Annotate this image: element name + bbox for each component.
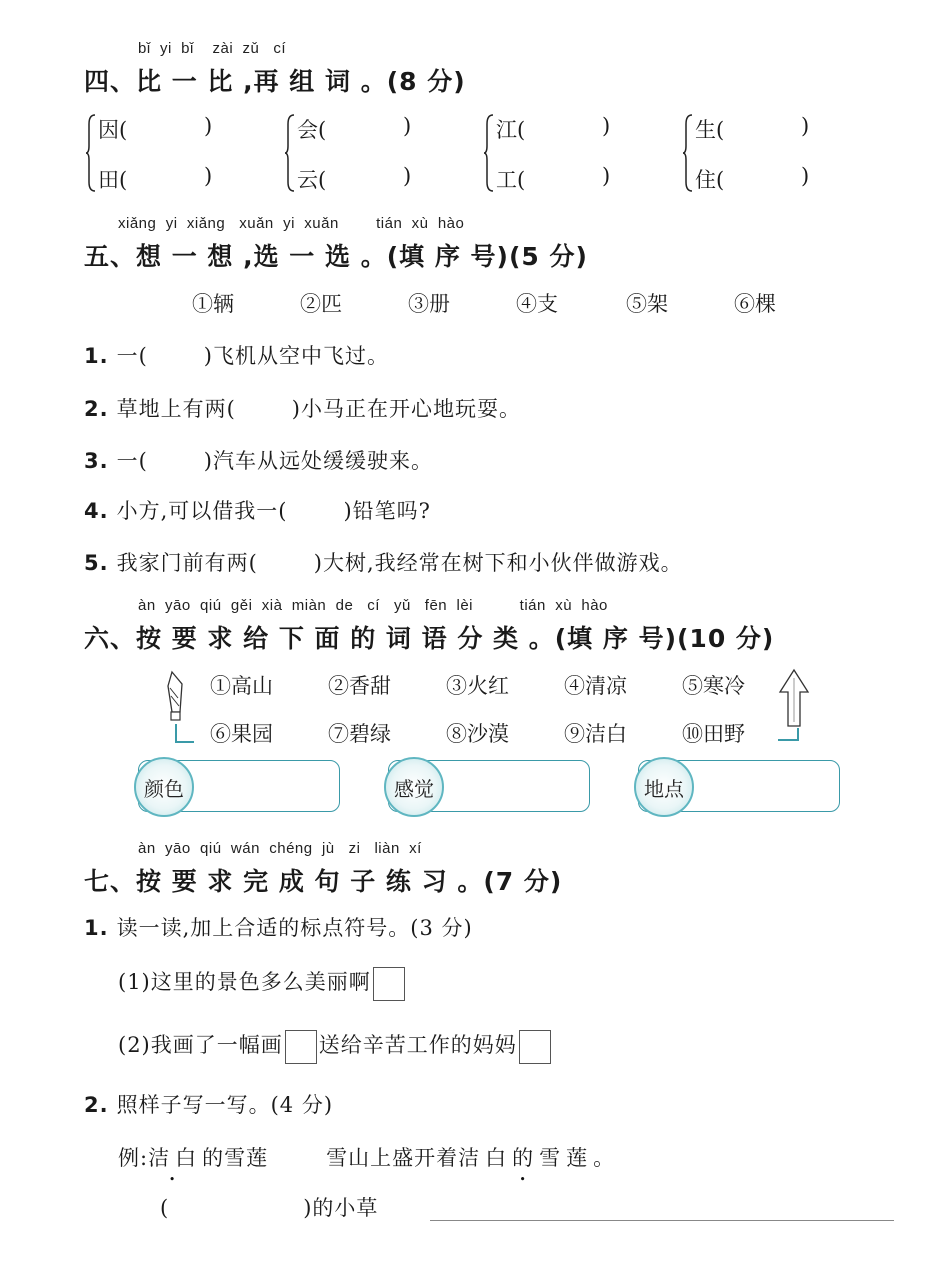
word-item: ②香甜	[328, 674, 391, 698]
section7-pinyin: àn yāo qiú wán chéng jù zi liàn xí	[138, 840, 422, 857]
punctuation-box[interactable]	[373, 967, 405, 1001]
close-paren: )	[204, 164, 213, 188]
sentence-text: (2)我画了一幅画	[118, 1033, 283, 1057]
question-3	[84, 445, 433, 475]
sentence-text-cont: 送给辛苦工作的妈妈	[318, 1033, 517, 1057]
question-text-before: 小方,可以借我一(	[116, 499, 288, 523]
word-pair-2	[285, 110, 485, 196]
pencil-icon	[160, 668, 196, 748]
question-text-before: 草地上有两(	[116, 397, 236, 421]
section5-pinyin: xiǎng yi xiǎng xuǎn yi xuǎn tián xù hào	[118, 215, 465, 232]
category-label-feeling: 感觉	[384, 757, 444, 817]
example-phrase: 的雪莲	[202, 1146, 269, 1170]
section4-title: 四、比 一 比 ,再 组 词 。(8 分)	[84, 67, 466, 96]
section5-title: 五、想 一 想 ,选 一 选 。(填 序 号)(5 分)	[84, 242, 588, 271]
question-text-after: )飞机从空中飞过。	[203, 344, 389, 368]
pair-bottom-char: 云(	[297, 168, 327, 192]
subquestion-1	[84, 912, 473, 942]
question-number: 1.	[84, 916, 109, 940]
close-paren: )	[403, 164, 412, 188]
word-item: ⑩田野	[682, 722, 745, 746]
question-number: 3.	[84, 449, 109, 473]
sentence-text: (1)这里的景色多么美丽啊	[118, 970, 371, 994]
arrow-up-icon	[774, 666, 814, 746]
section6-pinyin: àn yāo qiú gěi xià miàn de cí yǔ fēn lèi tián xù hào	[138, 597, 608, 614]
brace-icon	[86, 114, 96, 192]
section4-pinyin: bǐ yi bǐ zài zǔ cí	[138, 40, 287, 57]
section7-title: 七、按 要 求 完 成 句 子 练 习 。(7 分)	[84, 867, 563, 896]
close-paren: )	[801, 114, 810, 138]
question-text-before: 我家门前有两(	[116, 551, 258, 575]
word-item: ③火红	[446, 674, 509, 698]
word-item: ④清凉	[564, 674, 627, 698]
word-pair-4	[683, 110, 883, 196]
brace-icon	[683, 114, 693, 192]
option-6: ⑥棵	[734, 292, 776, 316]
question-text-after: )铅笔吗?	[343, 499, 431, 523]
close-paren: )	[801, 164, 810, 188]
option-4: ④支	[516, 292, 558, 316]
question-2	[84, 393, 521, 423]
emphasis-text: 洁白	[148, 1146, 203, 1170]
option-1: ①辆	[192, 292, 234, 316]
punctuation-box[interactable]	[519, 1030, 551, 1064]
word-pair-3	[484, 110, 684, 196]
brace-icon	[484, 114, 494, 192]
category-label-place: 地点	[634, 757, 694, 817]
question-number: 2.	[84, 1093, 109, 1117]
question-text: 照样子写一写。(4 分)	[116, 1093, 334, 1117]
option-5: ⑤架	[626, 292, 668, 316]
question-number: 5.	[84, 551, 109, 575]
answer-line[interactable]	[430, 1220, 894, 1221]
word-item: ①高山	[210, 674, 273, 698]
fill-line	[160, 1192, 378, 1222]
close-paren: )	[403, 114, 412, 138]
emphasis-text: 洁白的雪莲 •	[458, 1142, 593, 1172]
punctuation-box[interactable]	[285, 1030, 317, 1064]
close-paren: )	[602, 164, 611, 188]
pair-bottom-char: 田(	[98, 168, 128, 192]
punctuation-line-1	[118, 966, 407, 1001]
option-2: ②匹	[300, 292, 342, 316]
word-item: ⑦碧绿	[328, 722, 391, 746]
brace-icon	[285, 114, 295, 192]
word-item: ⑥果园	[210, 722, 273, 746]
word-pair-1	[86, 110, 286, 196]
question-4	[84, 495, 431, 525]
pair-top-char: 因(	[98, 118, 128, 142]
question-text-before: 一(	[116, 449, 148, 473]
pair-bottom-char: 工(	[496, 168, 526, 192]
question-text-before: 一(	[116, 344, 148, 368]
example-sentence: 雪山上盛开着	[326, 1146, 459, 1170]
pair-top-char: 江(	[496, 118, 526, 142]
word-item: ⑤寒冷	[682, 674, 745, 698]
example-sentence-end: 。	[593, 1146, 616, 1170]
question-number: 4.	[84, 499, 109, 523]
question-text-after: )小马正在开心地玩耍。	[291, 397, 521, 421]
question-1	[84, 340, 389, 370]
pair-top-char: 会(	[297, 118, 327, 142]
question-text-after: )大树,我经常在树下和小伙伴做游戏。	[313, 551, 683, 575]
section6-title: 六、按 要 求 给 下 面 的 词 语 分 类 。(填 序 号)(10 分)	[84, 624, 775, 653]
word-item: ⑧沙漠	[446, 722, 509, 746]
option-3: ③册	[408, 292, 450, 316]
word-item: ⑨洁白	[564, 722, 627, 746]
open-paren: (	[160, 1196, 170, 1220]
fill-phrase: )的小草	[303, 1196, 379, 1220]
pair-top-char: 生(	[695, 118, 725, 142]
pair-bottom-char: 住(	[695, 168, 725, 192]
example-prefix: 例:	[118, 1146, 149, 1170]
close-paren: )	[602, 114, 611, 138]
subquestion-2	[84, 1089, 333, 1119]
question-5	[84, 547, 683, 577]
question-number: 2.	[84, 397, 109, 421]
question-text: 读一读,加上合适的标点符号。(3 分)	[116, 916, 473, 940]
example-line	[118, 1142, 615, 1172]
close-paren: )	[204, 114, 213, 138]
question-text-after: )汽车从远处缓缓驶来。	[203, 449, 433, 473]
category-label-color: 颜色	[134, 757, 194, 817]
question-number: 1.	[84, 344, 109, 368]
punctuation-line-2	[118, 1029, 553, 1064]
